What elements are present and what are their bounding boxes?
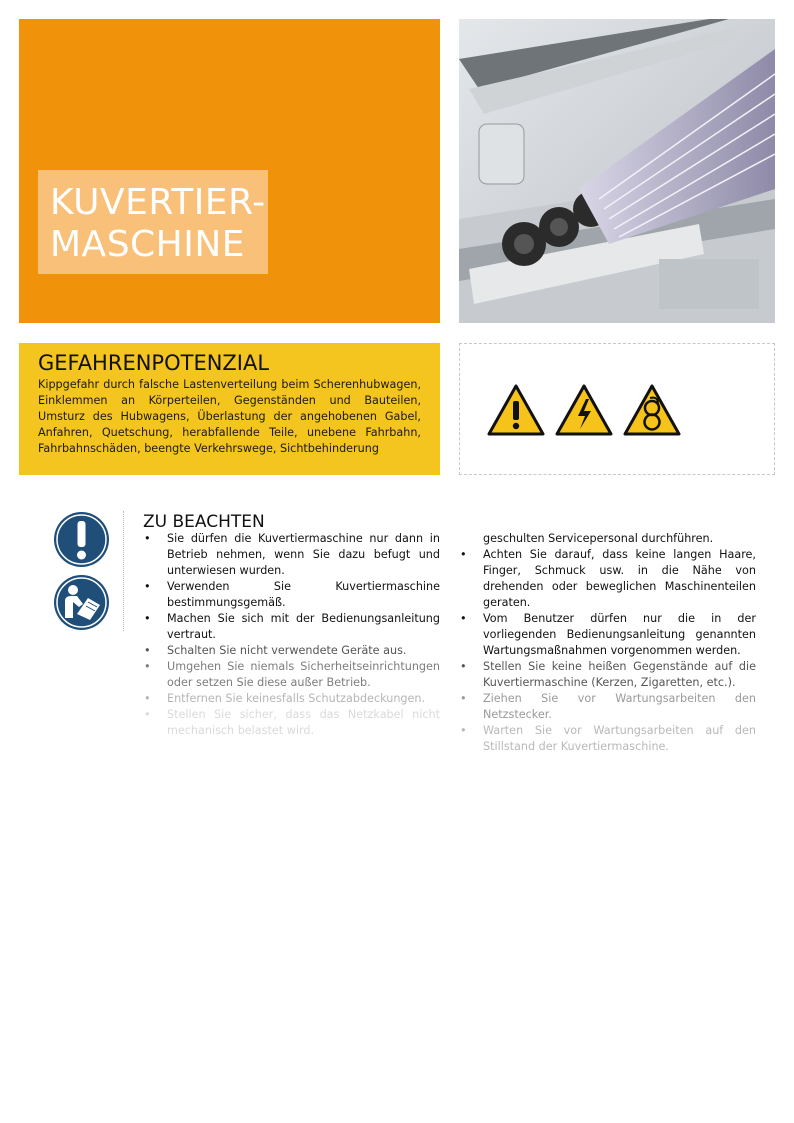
title-block bbox=[19, 19, 440, 323]
notes-column-1 bbox=[143, 531, 440, 739]
list-item bbox=[459, 547, 756, 611]
list-item-text: Umgehen Sie niemals Sicherheitseinrichtungen oder setzen Sie diese außer Betrieb. bbox=[167, 660, 440, 689]
general-mandatory-icon bbox=[53, 511, 110, 568]
bullet: • bbox=[460, 724, 467, 737]
electrical-hazard-icon bbox=[555, 384, 613, 436]
list-item-text: Stellen Sie sicher, dass das Netzkabel nicht mechanisch belastet wird. bbox=[167, 708, 440, 737]
title-box bbox=[38, 170, 268, 274]
bullet: • bbox=[460, 548, 467, 561]
notes-column-2 bbox=[459, 531, 756, 755]
bullet: • bbox=[460, 660, 467, 673]
entanglement-hazard-icon bbox=[623, 384, 681, 436]
machine-photo bbox=[459, 19, 775, 323]
list-item bbox=[143, 691, 440, 707]
read-manual-icon bbox=[53, 574, 110, 631]
list-item-text: Machen Sie sich mit der Bedienungsanleitung vertraut. bbox=[167, 612, 440, 641]
list-item bbox=[459, 611, 756, 659]
list-item bbox=[143, 531, 440, 579]
bullet: • bbox=[144, 692, 151, 705]
list-item-text: Ziehen Sie vor Wartungsarbeiten den Netzstecker. bbox=[483, 692, 756, 721]
bullet: • bbox=[144, 580, 151, 593]
mandatory-signs bbox=[53, 511, 124, 631]
bullet: • bbox=[460, 612, 467, 625]
list-item-text: Verwenden Sie Kuvertiermaschine bestimmungsgemäß. bbox=[167, 580, 440, 609]
hazard-section bbox=[19, 343, 440, 475]
list-item bbox=[143, 659, 440, 691]
general-warning-icon bbox=[487, 384, 545, 436]
title-line-1: KUVERTIER- bbox=[50, 182, 266, 223]
notes-heading: ZU BEACHTEN bbox=[143, 512, 265, 532]
list-item-text: Warten Sie vor Wartungsarbeiten auf den Stillstand der Kuvertiermaschine. bbox=[483, 724, 756, 753]
bullet: • bbox=[144, 532, 151, 545]
warning-signs-box bbox=[459, 343, 775, 475]
list-item bbox=[143, 707, 440, 739]
list-item bbox=[143, 611, 440, 643]
list-item-text: Entfernen Sie keinesfalls Schutzabdeckungen. bbox=[167, 692, 426, 705]
list-item bbox=[459, 723, 756, 755]
list-item-text: Achten Sie darauf, dass keine langen Haare, Finger, Schmuck usw. in die Nähe von drehenden oder beweglichen Maschinenteilen geraten. bbox=[483, 548, 756, 609]
list-item-text: Vom Benutzer dürfen nur die in der vorliegenden Bedienungsanleitung genannten Wartungsmaßnahmen vorgenommen werden. bbox=[483, 612, 756, 657]
list-item-text: Sie dürfen die Kuvertiermaschine nur dann in Betrieb nehmen, wenn Sie dazu befugt und unterwiesen wurden. bbox=[167, 532, 440, 577]
list-item bbox=[459, 691, 756, 723]
list-item bbox=[143, 643, 440, 659]
bullet: • bbox=[460, 692, 467, 705]
list-item bbox=[459, 659, 756, 691]
bullet: • bbox=[144, 612, 151, 625]
hazard-text: Kippgefahr durch falsche Lastenverteilung beim Scherenhubwagen, Einklemmen an Körperteilen, Gegenständen und Bauteilen, Umsturz des Hubwagens, Überlastung der angehobenen Gabel, Anfahren, Quetschung, herabfallende Teile, unebene Fahrbahn, Fahrbahnschäden, beengte Verkehrswege, Sichtbehinderung bbox=[38, 378, 421, 455]
list-item-text: Schalten Sie nicht verwendete Geräte aus. bbox=[167, 644, 407, 657]
envelope-inserting-machine-photo bbox=[459, 19, 775, 323]
list-item-continuation: geschulten Servicepersonal durchführen. bbox=[483, 532, 714, 545]
list-item bbox=[143, 579, 440, 611]
bullet: • bbox=[144, 660, 151, 673]
title-line-2: MASCHINE bbox=[50, 224, 246, 265]
hazard-heading: GEFAHRENPOTENZIAL bbox=[38, 351, 270, 375]
list-item-text: Stellen Sie keine heißen Gegenstände auf die Kuvertiermaschine (Kerzen, Zigaretten, etc.). bbox=[483, 660, 756, 689]
bullet: • bbox=[144, 644, 151, 657]
bullet: • bbox=[144, 708, 151, 721]
